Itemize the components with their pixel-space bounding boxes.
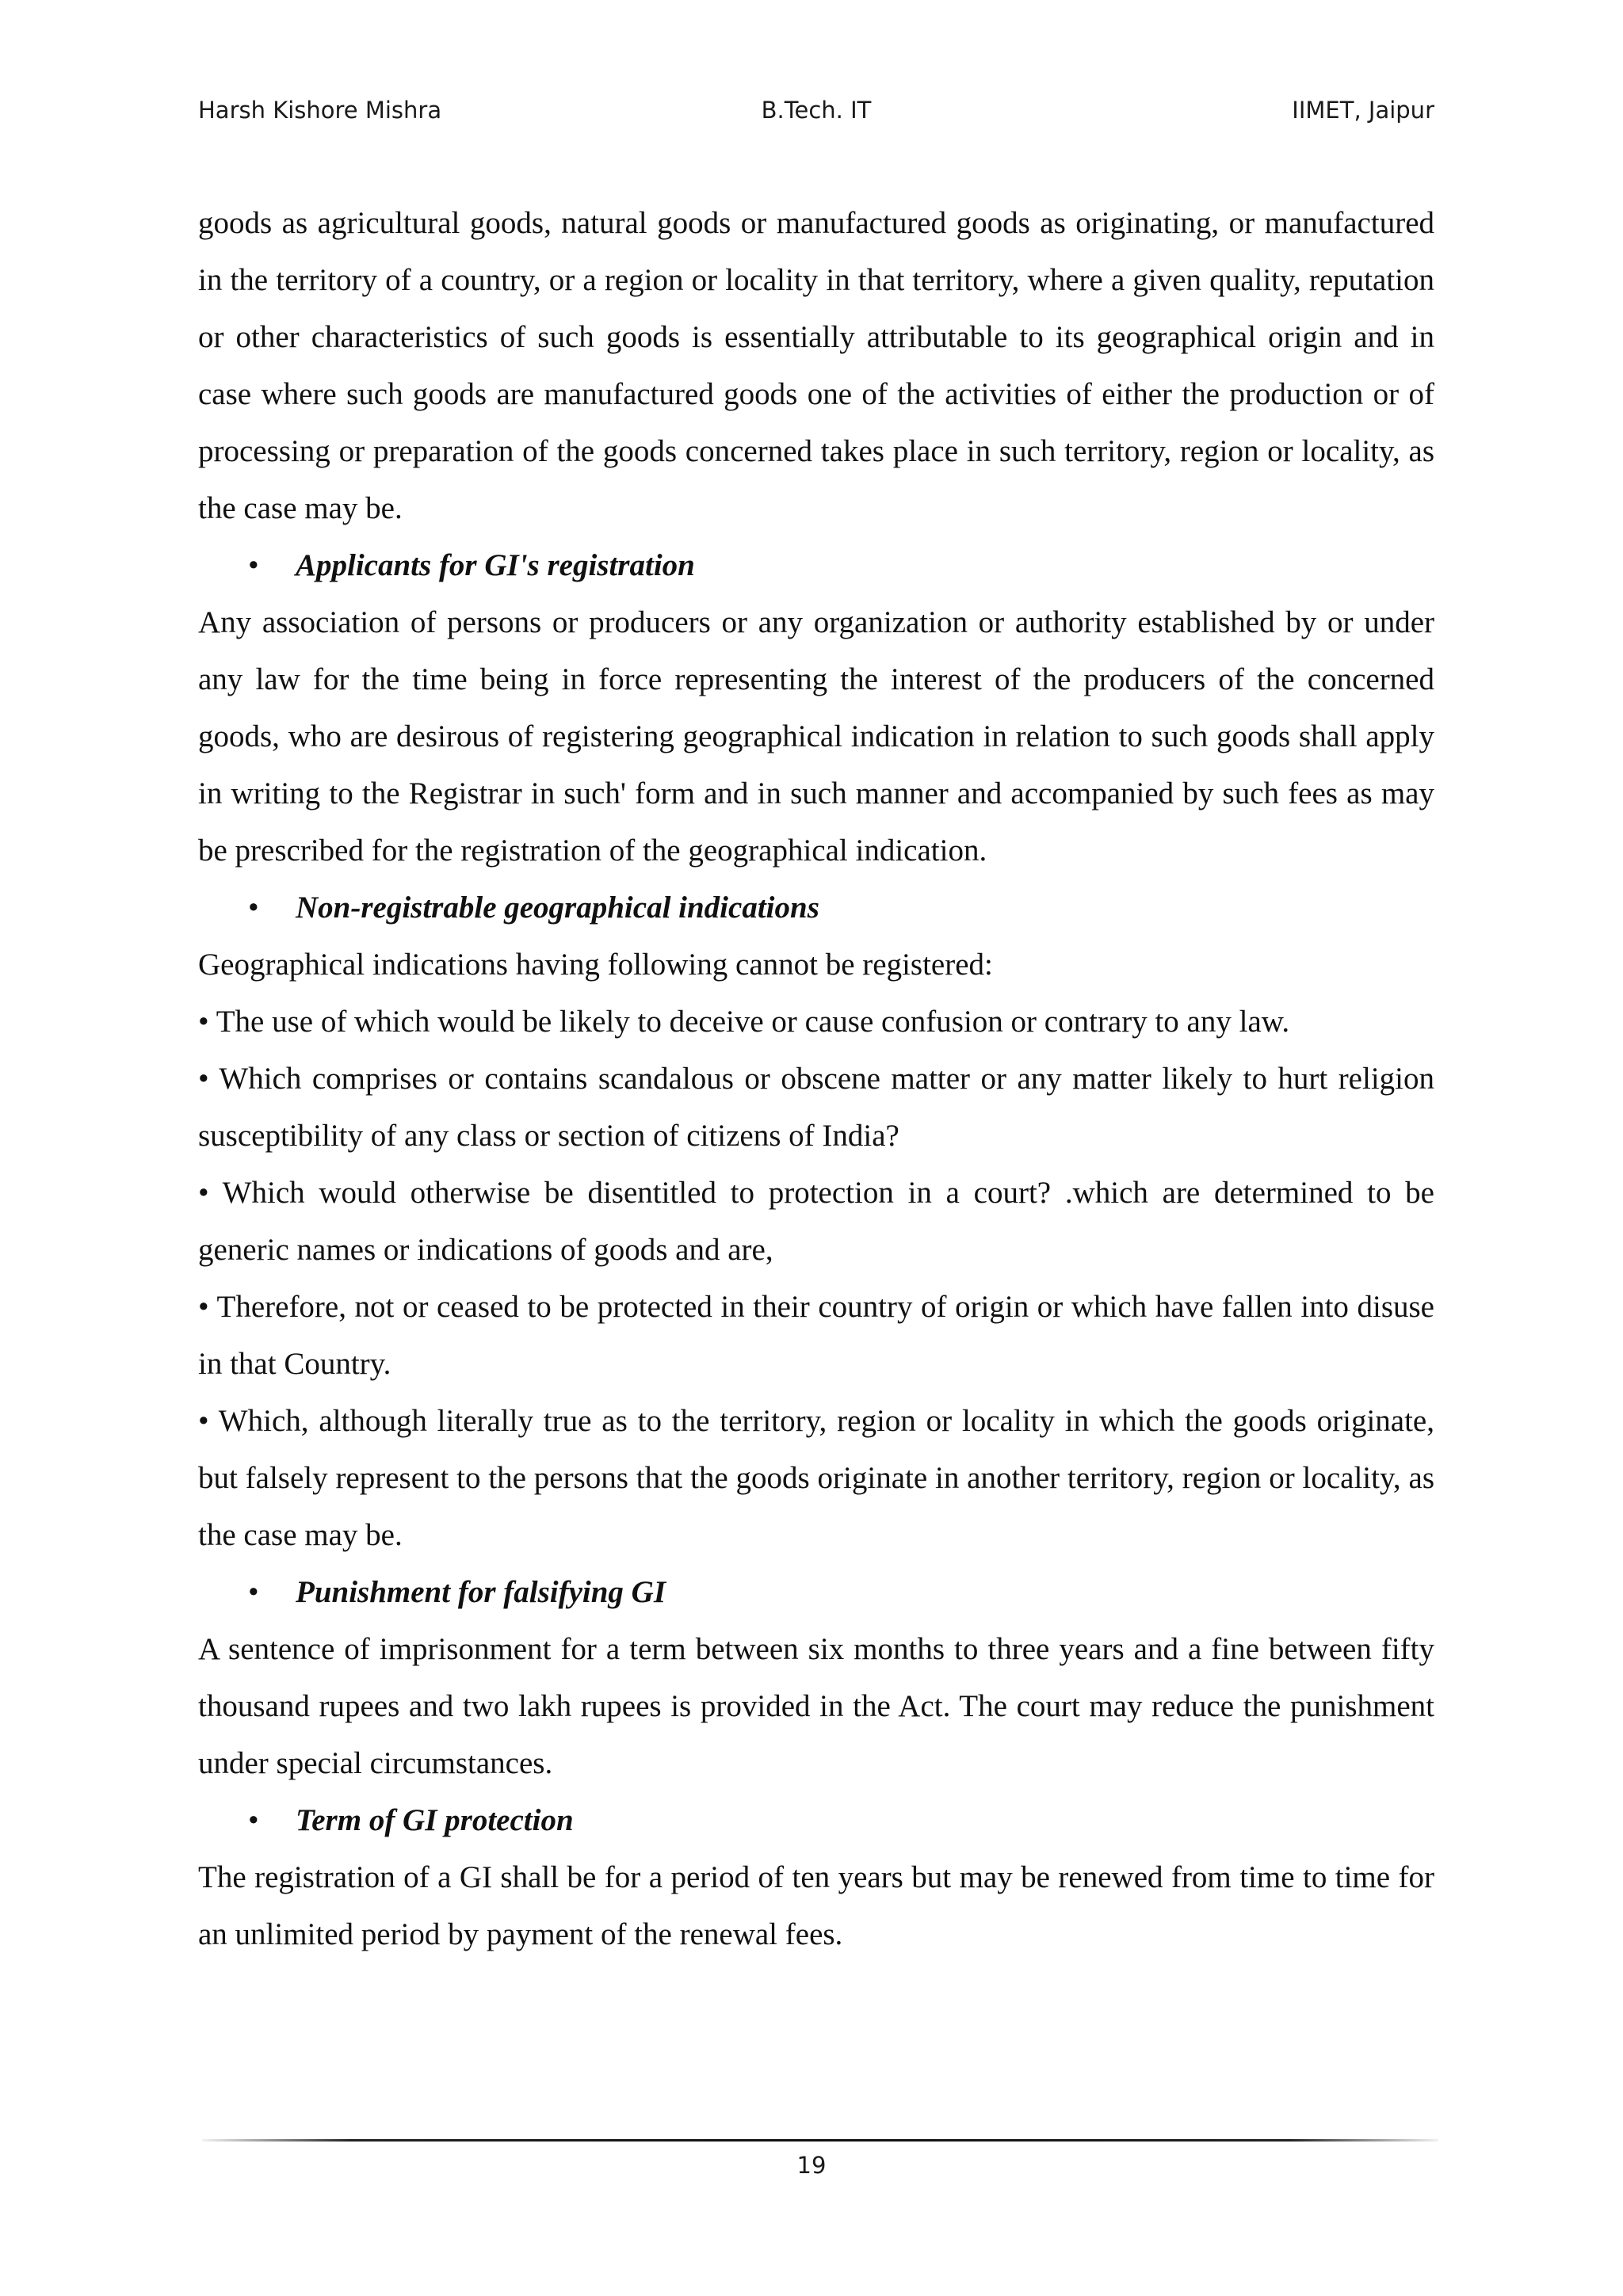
non-registrable-intro: Geographical indications having following cannot be registered: [198, 948, 993, 982]
header-course: B.Tech. IT [761, 97, 872, 124]
bullet-icon: • [248, 1803, 259, 1837]
term-paragraph: The registration of a GI shall be for a period of ten years but may be renewed from time to time for an unlimited period by payment of the renewal fees. [198, 1860, 1434, 1951]
heading-text: Applicants for GI's registration [296, 548, 695, 582]
header-institute: IIMET, Jaipur [1292, 97, 1434, 124]
list-item: • Which, although literally true as to the territory, region or locality in which the goods originate, but falsely represent to the persons that the goods originate in another territory, region or locality, as the case may be. [198, 1404, 1434, 1552]
bullet-icon: • [248, 1575, 259, 1609]
heading-text: Non-registrable geographical indications [296, 891, 819, 925]
header-author: Harsh Kishore Mishra [198, 97, 442, 124]
page-number: 19 [796, 2152, 827, 2179]
bullet-icon: • [248, 548, 259, 582]
section-heading-term [198, 1792, 1434, 1849]
section-heading-non-registrable [198, 879, 1434, 936]
section-heading-punishment [198, 1564, 1434, 1621]
heading-text: Term of GI protection [296, 1803, 574, 1837]
applicants-paragraph: Any association of persons or producers or any organization or authority established by or under any law for the time being in force representing the interest of the producers of the concerned goods, who are desirous of registering geographical indication in relation to such goods shall apply in writing to the Registrar in such' form and in such manner and accompanied by such fees as may be prescribed for the registration of the geographical indication. [198, 605, 1434, 868]
list-item: • Therefore, not or ceased to be protected in their country of origin or which have fallen into disuse in that Country. [198, 1290, 1434, 1381]
bullet-icon: • [248, 891, 259, 925]
section-heading-applicants [198, 537, 1434, 594]
punishment-paragraph: A sentence of imprisonment for a term between six months to three years and a fine between fifty thousand rupees and two lakh rupees is provided in the Act. The court may reduce the punishment under special circumstances. [198, 1632, 1434, 1780]
list-item: • Which comprises or contains scandalous or obscene matter or any matter likely to hurt religion susceptibility of any class or section of citizens of India? [198, 1062, 1434, 1153]
list-item: • Which would otherwise be disentitled to protection in a court? .which are determined to be generic names or indications of goods and are, [198, 1176, 1434, 1267]
page-header [198, 97, 1434, 136]
intro-paragraph: goods as agricultural goods, natural goods or manufactured goods as originating, or manufactured in the territory of a country, or a region or locality in that territory, where a given quality, reputation or other characteristics of such goods is essentially attributable to its geographical origin and in case where such goods are manufactured goods one of the activities of either the production or of processing or preparation of the goods concerned takes place in such territory, region or locality, as the case may be. [198, 206, 1434, 525]
document-body [198, 195, 1434, 1963]
heading-text: Punishment for falsifying GI [296, 1575, 666, 1609]
list-item: • The use of which would be likely to deceive or cause confusion or contrary to any law. [198, 1005, 1290, 1039]
footer-divider [202, 2139, 1438, 2142]
